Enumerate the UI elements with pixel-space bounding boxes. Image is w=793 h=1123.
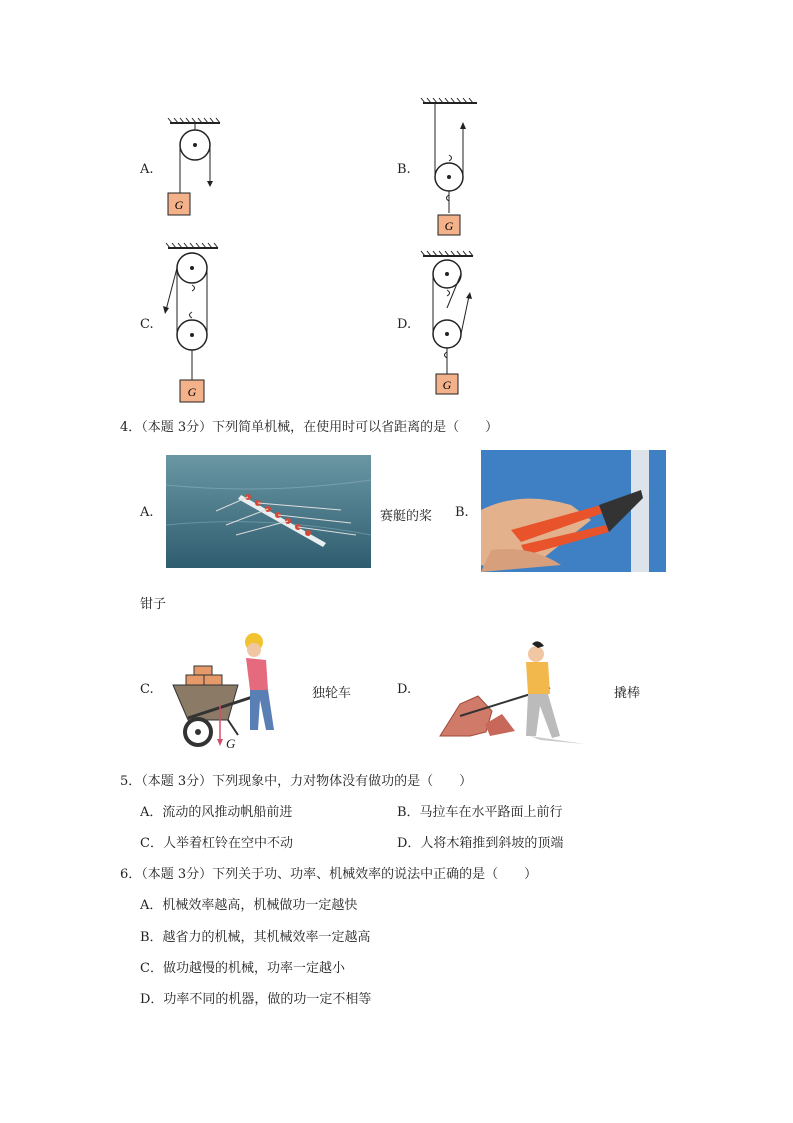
svg-text:G: G <box>174 198 184 212</box>
q4-option-d-label: 撬棒 <box>614 686 641 701</box>
wheelbarrow-image <box>168 630 298 752</box>
q4-option-b-label: 钳子 <box>140 597 167 612</box>
q3-option-a-diagram <box>160 115 250 225</box>
q3-option-c-diagram <box>160 240 240 408</box>
q3-b-weight <box>438 215 460 235</box>
pliers-image <box>481 450 666 572</box>
q6-option-a: A．机械效率越高，机械做功一定越快 <box>140 898 358 913</box>
q5-option-d: D．人将木箱推到斜坡的顶端 <box>397 836 564 851</box>
svg-text:G: G <box>187 385 197 399</box>
q6-option-c: C．做功越慢的机械，功率一定越小 <box>140 961 345 976</box>
rowing-boat-image <box>166 455 371 568</box>
q3-option-b-letter: B. <box>397 162 411 177</box>
q4-stem: 4．（本题 3分）下列简单机械，在使用时可以省距离的是（ ） <box>120 420 499 435</box>
q4-option-c-label: 独轮车 <box>312 686 352 701</box>
q4-option-b-letter: B. <box>455 505 469 520</box>
svg-text:G: G <box>226 736 236 751</box>
q5-option-b: B．马拉车在水平路面上前行 <box>397 805 563 820</box>
q5-option-a: A．流动的风推动帆船前进 <box>140 805 293 820</box>
q4-option-a-label: 赛艇的桨 <box>380 509 433 524</box>
svg-text:G: G <box>442 378 452 392</box>
q3-c-weight <box>180 380 204 402</box>
q3-d-weight <box>436 374 458 394</box>
q6-stem: 6．（本题 3分）下列关于功、功率、机械效率的说法中正确的是（ ） <box>120 867 538 882</box>
q5-stem: 5．（本题 3分）下列现象中，力对物体没有做功的是（ ） <box>120 774 473 789</box>
q3-option-a-letter: A. <box>140 162 154 177</box>
svg-text:G: G <box>444 219 454 233</box>
q3-option-c-letter: C. <box>140 317 154 332</box>
q6-option-b: B．越省力的机械，其机械效率一定越高 <box>140 930 371 945</box>
q4-option-a-letter: A. <box>140 505 154 520</box>
q3-option-d-letter: D. <box>397 317 412 332</box>
q3-option-b-diagram <box>415 95 495 240</box>
q3-a-weight <box>168 193 190 215</box>
q5-option-c: C．人举着杠铃在空中不动 <box>140 836 293 851</box>
q6-option-d: D．功率不同的机器，做的功一定不相等 <box>140 992 372 1007</box>
crowbar-image <box>440 636 590 746</box>
q3-option-d-diagram <box>415 248 495 400</box>
q4-option-d-letter: D. <box>397 682 412 697</box>
q4-option-c-letter: C. <box>140 682 154 697</box>
